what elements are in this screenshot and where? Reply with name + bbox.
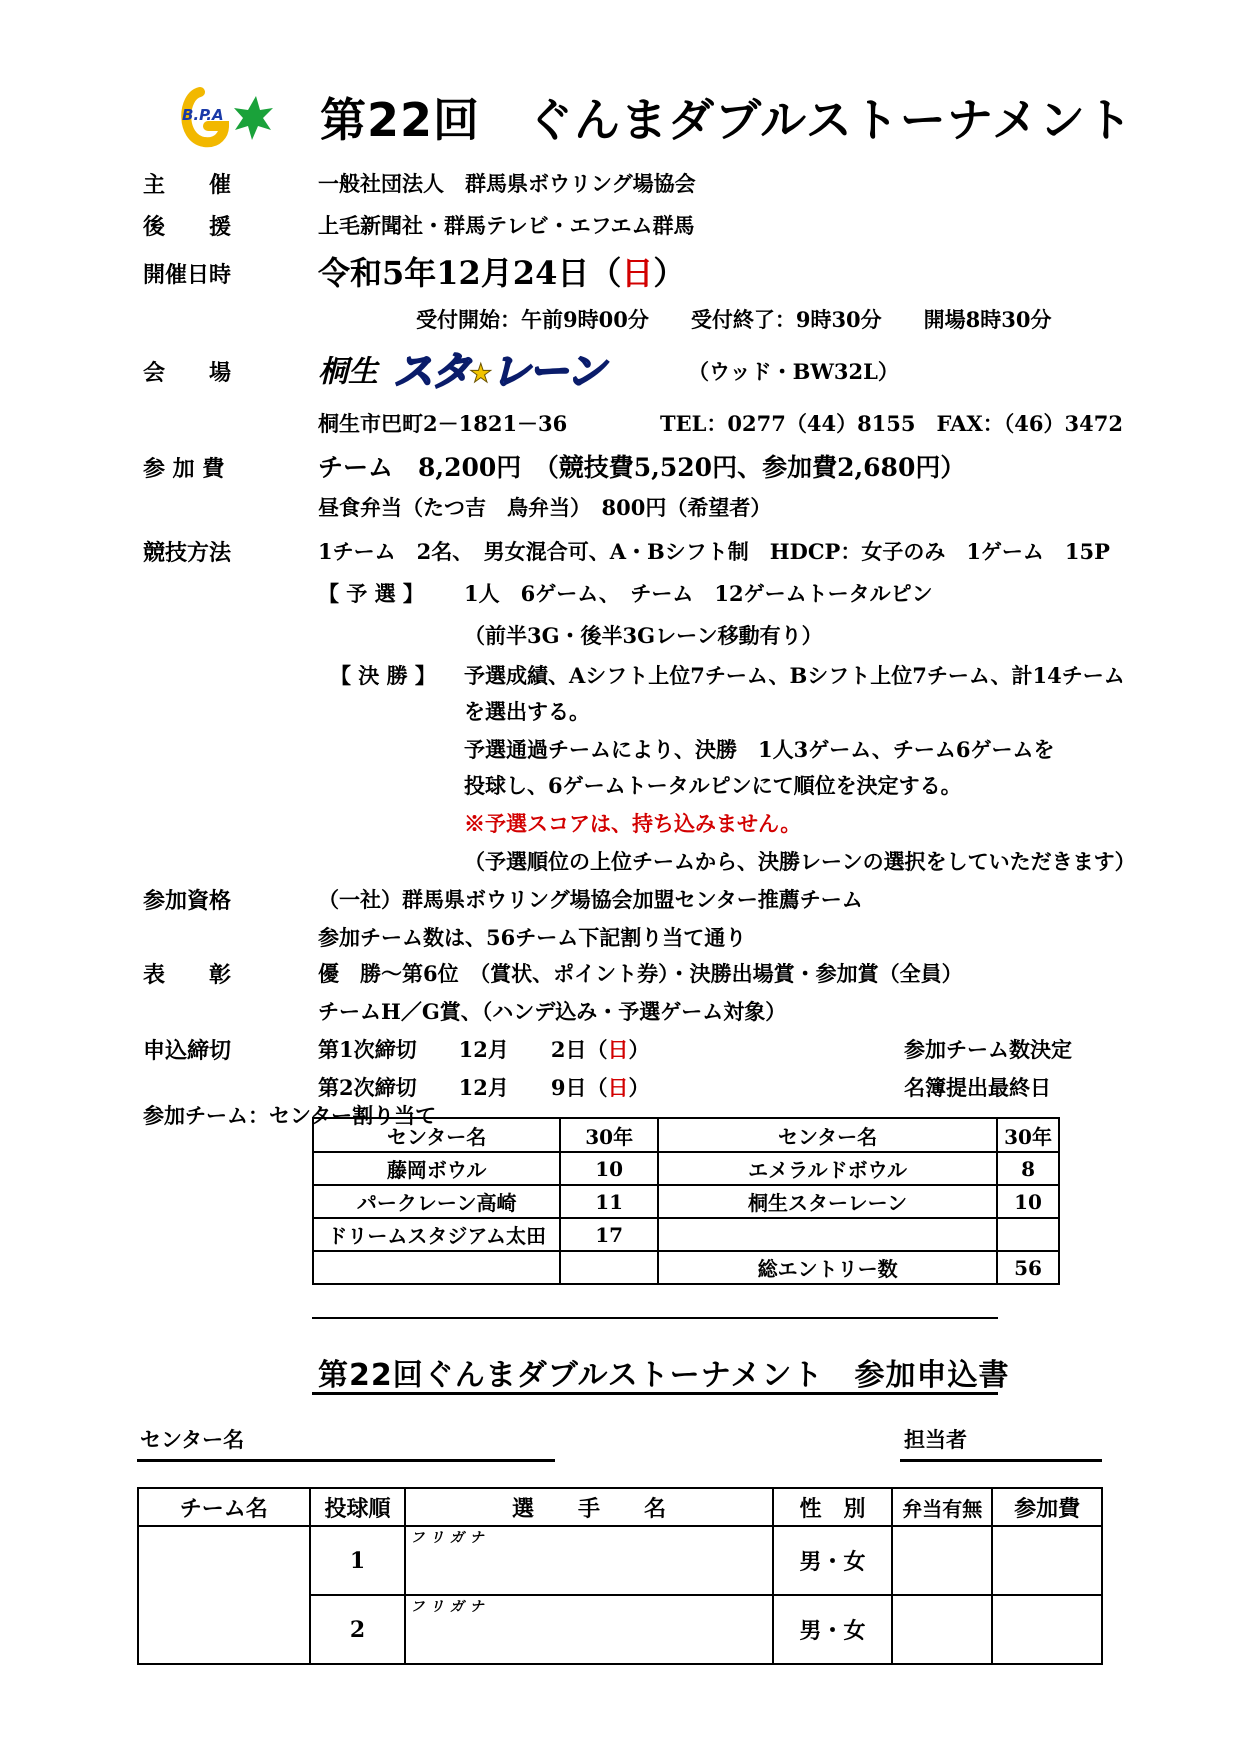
event-date-day: 日	[621, 254, 654, 292]
col-year-left: 30年	[560, 1118, 658, 1152]
reception-times: 受付開始：午前9時00分 受付終了：9時30分 開場8時30分	[416, 307, 1052, 332]
player-name-cell[interactable]	[405, 1526, 772, 1595]
deadline-first-note: 参加チーム数決定	[904, 1037, 1072, 1062]
page-title: 第22回 ぐんまダブルストーナメント	[320, 93, 1133, 147]
staff-label: 担当者	[904, 1427, 967, 1452]
center-name: 桐生スターレーン	[658, 1185, 997, 1218]
final-line1: 予選成績、Aシフト上位7チーム、Bシフト上位7チーム、計14チーム	[464, 663, 1125, 688]
team-count: 10	[560, 1152, 658, 1185]
method-line1: 1チーム 2名、 男女混合可、A・Bシフト制 HDCP：女子のみ 1ゲーム 15P	[318, 539, 1110, 564]
center-name: 藤岡ボウル	[313, 1152, 560, 1185]
awards-label: 表 彰	[143, 962, 232, 988]
venue-logo	[318, 340, 604, 396]
prelim-line2: （前半3G・後半3Gレーン移動有り）	[464, 623, 823, 648]
team-count: 17	[560, 1218, 658, 1251]
col-center-left: センター名	[313, 1118, 560, 1152]
team-count	[560, 1251, 658, 1284]
deadline-first-close: ）	[628, 1037, 650, 1062]
deadline-second-close: ）	[628, 1075, 650, 1100]
venue-logo-part-b: レーン	[490, 349, 604, 395]
deadline-second	[318, 1072, 649, 1102]
center-name: パークレーン高崎	[313, 1185, 560, 1218]
bpa-logo	[178, 86, 274, 148]
entry-table	[137, 1487, 1103, 1665]
prelim-score-note: ※予選スコアは、持ち込みません。	[464, 811, 802, 836]
team-count	[997, 1218, 1059, 1251]
deadline-second-day: 日	[607, 1075, 629, 1100]
center-name-field[interactable]	[137, 1459, 555, 1462]
col-gender: 性 別	[773, 1488, 893, 1526]
lunch-cell[interactable]	[892, 1595, 992, 1664]
fee-label: 参 加 費	[143, 456, 225, 482]
date-label: 開催日時	[143, 262, 232, 288]
final-label: 【 決 勝 】	[330, 663, 436, 688]
table-row	[313, 1152, 1059, 1185]
gender-cell[interactable]: 男・女	[773, 1595, 893, 1664]
center-name-label: センター名	[140, 1427, 245, 1452]
form-title-underline	[312, 1392, 998, 1395]
gender-cell[interactable]: 男・女	[773, 1526, 893, 1595]
allocation-heading: 参加チーム：センター割り当て	[143, 1103, 437, 1128]
staff-field[interactable]	[900, 1459, 1102, 1462]
prelim-line1: 1人 6ゲーム、 チーム 12ゲームトータルピン	[464, 581, 933, 606]
table-row	[313, 1218, 1059, 1251]
form-title: 第22回ぐんまダブルストーナメント 参加申込書	[318, 1358, 1010, 1393]
event-date	[318, 248, 685, 294]
col-fee: 参加費	[992, 1488, 1102, 1526]
player-name-cell[interactable]	[405, 1595, 772, 1664]
event-date-close: ）	[653, 254, 686, 292]
furigana-label: フリガナ	[410, 1599, 490, 1615]
col-lunch: 弁当有無	[892, 1488, 992, 1526]
sponsor-value: 上毛新聞社・群馬テレビ・エフエム群馬	[318, 213, 695, 238]
fee-cell[interactable]	[992, 1526, 1102, 1595]
furigana-label: フリガナ	[410, 1530, 490, 1546]
sponsor-label: 後 援	[143, 214, 232, 240]
event-date-main: 令和5年12月24日（	[318, 254, 622, 292]
fee-lunch: 昼食弁当（たつ吉 鳥弁当） 800円（希望者）	[318, 495, 772, 520]
deadline-first-date: 第1次締切 12月 2日（	[318, 1037, 608, 1062]
method-label: 競技方法	[143, 540, 232, 566]
center-name	[313, 1251, 560, 1284]
venue-logo-prefix: 桐生	[318, 354, 378, 390]
col-order: 投球順	[310, 1488, 406, 1526]
deadline-second-note: 名簿提出最終日	[904, 1075, 1051, 1100]
center-name: エメラルドボウル	[658, 1152, 997, 1185]
venue-address: 桐生市巴町2－1821－36	[318, 411, 568, 436]
organizer-label: 主 催	[143, 172, 232, 198]
team-count: 8	[997, 1152, 1059, 1185]
eligibility-line1: （一社）群馬県ボウリング場協会加盟センター推薦チーム	[318, 887, 863, 912]
final-line4: 投球し、6ゲームトータルピンにて順位を決定する。	[464, 773, 962, 798]
star-icon: ★	[469, 359, 491, 389]
total-entries-value: 56	[997, 1251, 1059, 1284]
col-team-name: チーム名	[138, 1488, 310, 1526]
venue-logo-star-lane	[393, 340, 604, 397]
team-count: 10	[997, 1185, 1059, 1218]
final-line3: 予選通過チームにより、決勝 1人3ゲーム、チーム6ゲームを	[464, 737, 1055, 762]
table-row	[313, 1185, 1059, 1218]
awards-line2: チームH／G賞、（ハンデ込み・予選ゲーム対象）	[318, 999, 787, 1024]
deadline-first-day: 日	[607, 1037, 629, 1062]
lunch-cell[interactable]	[892, 1526, 992, 1595]
deadline-label: 申込締切	[143, 1038, 232, 1064]
order-cell: 1	[310, 1526, 406, 1595]
center-name: ドリームスタジアム太田	[313, 1218, 560, 1251]
final-line2: を選出する。	[464, 699, 590, 724]
col-year-right: 30年	[997, 1118, 1059, 1152]
venue-contact: TEL：0277（44）8155 FAX：（46）3472	[660, 411, 1123, 436]
eligibility-label: 参加資格	[143, 888, 232, 914]
section-divider	[312, 1317, 998, 1319]
fee-main: チーム 8,200円 （競技費5,520円、参加費2,680円）	[318, 453, 966, 482]
center-name	[658, 1218, 997, 1251]
lane-selection-note: （予選順位の上位チームから、決勝レーンの選択をしていただきます）	[464, 849, 1136, 874]
col-center-right: センター名	[658, 1118, 997, 1152]
svg-text:B.P.A: B.P.A	[182, 106, 224, 124]
total-entries-label: 総エントリー数	[658, 1251, 997, 1284]
awards-line1: 優 勝～第6位 （賞状、ポイント券）・決勝出場賞・参加賞（全員）	[318, 961, 963, 986]
team-count: 11	[560, 1185, 658, 1218]
team-name-cell[interactable]	[138, 1526, 310, 1664]
organizer-value: 一般社団法人 群馬県ボウリング場協会	[318, 171, 696, 196]
deadline-first	[318, 1034, 649, 1064]
table-row	[313, 1251, 1059, 1284]
table-row	[138, 1526, 1102, 1595]
prelim-label: 【 予 選 】	[318, 581, 424, 606]
venue-logo-part-a: スタ	[393, 349, 470, 395]
order-cell: 2	[310, 1595, 406, 1664]
col-player-name: 選 手 名	[405, 1488, 772, 1526]
deadline-second-date: 第2次締切 12月 9日（	[318, 1075, 608, 1100]
allocation-table	[312, 1117, 1060, 1285]
venue-label: 会 場	[143, 360, 232, 386]
allocation-header-row	[313, 1118, 1059, 1152]
eligibility-line2: 参加チーム数は、56チーム下記割り当て通り	[318, 925, 747, 950]
venue-lanes: （ウッド・BW32L）	[688, 359, 899, 384]
fee-cell[interactable]	[992, 1595, 1102, 1664]
entry-header-row	[138, 1488, 1102, 1526]
